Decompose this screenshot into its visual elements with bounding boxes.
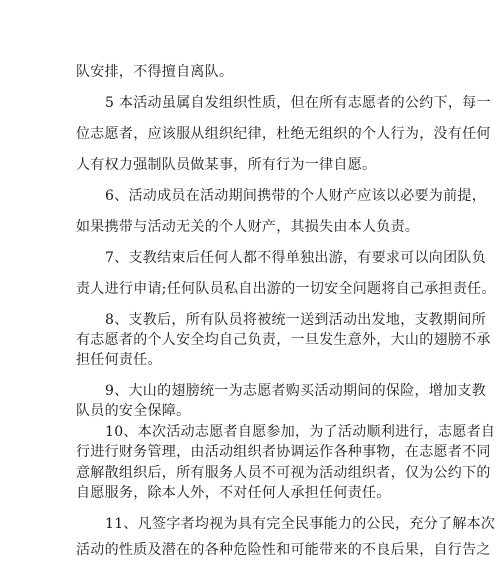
text-line: 8、支教后，所有队员将被统一送到活动出发地，支教期间所	[105, 312, 487, 328]
text-line: 人有权力强制队员做某事，所有行为一律自愿。	[76, 157, 377, 173]
text-line: 9、大山的翅膀统一为志愿者购买活动期间的保险，增加支教	[105, 383, 487, 399]
text-line: 活动的性质及潜在的各种危险性和可能带来的不良后果，自行告之	[76, 542, 491, 558]
text-line: 担任何责任。	[76, 352, 162, 368]
text-line: 如果携带与活动无关的个人财产，其损失由本人负责。	[76, 219, 420, 235]
text-line: 6、活动成员在活动期间携带的个人财产应该以必要为前提，	[105, 188, 487, 204]
text-line: 10、本次活动志愿者自愿参加，为了活动顺利进行，志愿者自	[105, 424, 496, 440]
text-line: 自愿服务，除本人外，不对任何人承担任何责任。	[76, 485, 391, 501]
text-line: 队员的安全保障。	[76, 403, 191, 419]
text-line: 责人进行申请;任何队员私自出游的一切安全问题将自己承担责任。	[76, 281, 496, 297]
text-line: 行进行财务管理，由活动组织者协调运作各种事物，在志愿者不同	[76, 444, 491, 460]
text-line: 11、凡签字者均视为具有完全民事能力的公民，充分了解本次	[105, 516, 496, 532]
text-line: 有志愿者的个人安全均自己负责，一旦发生意外，大山的翅膀不承	[76, 332, 491, 348]
text-line: 队安排，不得擅自离队。	[76, 64, 234, 80]
text-line: 7、支教结束后任何人都不得单独出游，有要求可以向团队负	[105, 250, 487, 266]
text-line: 5 本活动虽属自发组织性质，但在所有志愿者的公约下，每一	[105, 95, 491, 111]
text-line: 位志愿者，应该服从组织纪律，杜绝无组织的个人行为，没有任何	[76, 126, 491, 142]
text-line: 意解散组织后，所有服务人员不可视为活动组织者，仅为公约下的	[76, 465, 491, 481]
